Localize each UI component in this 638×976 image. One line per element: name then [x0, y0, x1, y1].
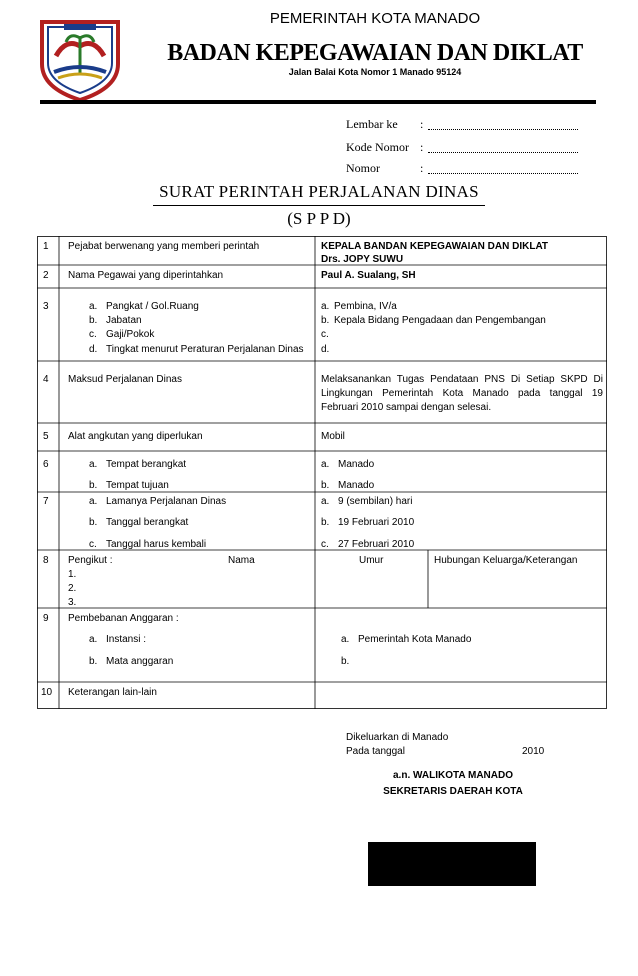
- row-7-value-letter: c.: [321, 539, 329, 550]
- row-2-number: 2: [43, 270, 49, 281]
- row-7-item-letter: b.: [89, 517, 98, 528]
- row-7-item-text: Tanggal harus kembali: [106, 539, 207, 550]
- row-8-label: Pengikut :: [68, 555, 113, 566]
- meta-lembar-colon: :: [420, 117, 424, 131]
- agency-name: BADAN KEPEGAWAIAN DAN DIKLAT: [167, 40, 583, 66]
- row-8-nama-header: Nama: [228, 555, 255, 566]
- row-4-number: 4: [43, 374, 49, 385]
- document-subtitle: (S P P D): [287, 209, 351, 228]
- row-3-value-text: Pembina, IV/a: [334, 301, 397, 312]
- row-6-item-text: Tempat tujuan: [106, 480, 169, 491]
- row-6-value-text: Manado: [338, 480, 375, 491]
- row-6-item-letter: b.: [89, 480, 98, 491]
- row-9-item-letter: a.: [89, 634, 98, 645]
- row-3-value-text: Kepala Bidang Pengadaan dan Pengembangan: [334, 315, 546, 326]
- row-7-item-text: Lamanya Perjalanan Dinas: [106, 496, 227, 507]
- row-7-value-text: 27 Februari 2010: [338, 539, 415, 550]
- row-9-item-text: Mata anggaran: [106, 656, 174, 667]
- row-8-hubungan-header: Hubungan Keluarga/Keterangan: [434, 555, 578, 566]
- row-1-value-office: KEPALA BANDAN KEPEGAWAIAN DAN DIKLAT: [321, 241, 549, 252]
- manado-city-seal-logo: [36, 16, 124, 102]
- document-title: SURAT PERINTAH PERJALANAN DINAS: [159, 182, 479, 201]
- row-6-item-letter: a.: [89, 459, 98, 470]
- row-5-number: 5: [43, 431, 49, 442]
- row-9-item-text: Instansi :: [106, 634, 147, 645]
- row-3-item-text: Jabatan: [106, 315, 142, 326]
- meta-nomor-label: Nomor: [346, 161, 380, 175]
- issued-location: Dikeluarkan di Manado: [346, 732, 449, 743]
- row-5-label: Alat angkutan yang diperlukan: [68, 431, 203, 442]
- row-3-number: 3: [43, 301, 49, 312]
- row-9-value-text: Pemerintah Kota Manado: [358, 634, 472, 645]
- row-9-item-letter: b.: [89, 656, 98, 667]
- row-4-value: Melaksanankan Tugas Pendataan PNS Di Setiap SKPD Di Lingkungan Pemerintah Kota Manado pada tanggal 19 Februari 2010 sampai dengan selesai.: [321, 374, 603, 413]
- row-7-value-text: 19 Februari 2010: [338, 517, 415, 528]
- row-10-number: 10: [41, 687, 53, 698]
- row-3-value-letter: d.: [321, 344, 330, 355]
- meta-kode-colon: :: [420, 140, 424, 154]
- row-9-value-letter: b.: [341, 656, 350, 667]
- row-1-value-name: Drs. JOPY SUWU: [321, 254, 404, 265]
- row-6-value-text: Manado: [338, 459, 375, 470]
- row-1-label: Pejabat berwenang yang memberi perintah: [68, 241, 260, 252]
- row-8-umur-header: Umur: [359, 555, 384, 566]
- row-3-item-text: Gaji/Pokok: [106, 329, 155, 340]
- row-7-item-text: Tanggal berangkat: [106, 517, 189, 528]
- row-6-number: 6: [43, 459, 49, 470]
- row-7-value-letter: b.: [321, 517, 330, 528]
- row-3-item-text: Pangkat / Gol.Ruang: [106, 301, 199, 312]
- row-10-label: Keterangan lain-lain: [68, 687, 157, 698]
- row-9-number: 9: [43, 613, 49, 624]
- row-7-number: 7: [43, 496, 49, 507]
- row-4-label: Maksud Perjalanan Dinas: [68, 374, 182, 385]
- row-3-item-text: Tingkat menurut Peraturan Perjalanan Dinas: [106, 344, 304, 355]
- meta-lembar-label: Lembar ke: [346, 117, 398, 131]
- meta-nomor-colon: :: [420, 161, 424, 175]
- row-3-value-letter: a.: [321, 301, 330, 312]
- row-7-item-letter: c.: [89, 539, 97, 550]
- row-3-item-letter: a.: [89, 301, 98, 312]
- meta-nomor-field: [428, 173, 578, 174]
- issued-year: 2010: [522, 746, 545, 757]
- issued-date-label: Pada tanggal: [346, 746, 405, 757]
- agency-address: Jalan Balai Kota Nomor 1 Manado 95124: [288, 67, 462, 77]
- row-3-value-letter: c.: [321, 329, 329, 340]
- row-8-list-item: 2.: [68, 583, 77, 594]
- row-9-label: Pembebanan Anggaran :: [68, 613, 179, 624]
- government-name: PEMERINTAH KOTA MANADO: [269, 10, 481, 27]
- meta-kode-field: [428, 152, 578, 153]
- row-6-value-letter: a.: [321, 459, 330, 470]
- row-6-value-letter: b.: [321, 480, 330, 491]
- row-2-label: Nama Pegawai yang diperintahkan: [68, 270, 224, 281]
- row-3-item-letter: b.: [89, 315, 98, 326]
- row-9-value-letter: a.: [341, 634, 350, 645]
- meta-lembar-field: [428, 129, 578, 130]
- row-8-number: 8: [43, 555, 49, 566]
- signatory-line-1: a.n. WALIKOTA MANADO: [393, 770, 513, 781]
- row-7-value-letter: a.: [321, 496, 330, 507]
- row-8-list-item: 3.: [68, 597, 77, 608]
- signatory-line-2: SEKRETARIS DAERAH KOTA: [383, 786, 523, 797]
- row-7-value-text: 9 (sembilan) hari: [338, 496, 413, 507]
- row-5-value: Mobil: [321, 431, 345, 442]
- row-1-number: 1: [43, 241, 49, 252]
- meta-kode-label: Kode Nomor: [346, 140, 409, 154]
- row-6-item-text: Tempat berangkat: [106, 459, 187, 470]
- redacted-signature-block: [368, 842, 536, 886]
- row-8-list-item: 1.: [68, 569, 77, 580]
- row-3-item-letter: c.: [89, 329, 97, 340]
- row-7-item-letter: a.: [89, 496, 98, 507]
- row-3-item-letter: d.: [89, 344, 98, 355]
- row-2-value: Paul A. Sualang, SH: [321, 270, 416, 281]
- row-3-value-letter: b.: [321, 315, 330, 326]
- title-underline: [153, 205, 485, 206]
- header-rule: [40, 100, 596, 104]
